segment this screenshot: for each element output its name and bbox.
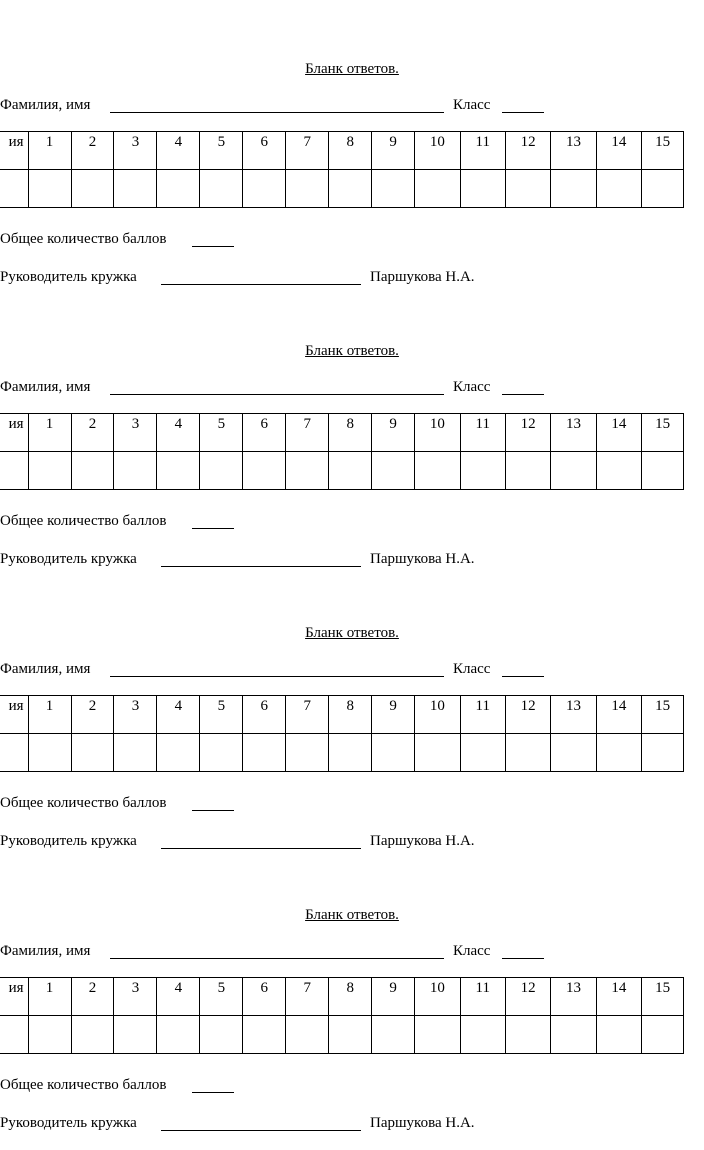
answer-cell-6[interactable] xyxy=(243,170,286,208)
question-number-8: 8 xyxy=(329,414,372,452)
question-number-1: 1 xyxy=(28,132,71,170)
answer-row-header xyxy=(0,170,28,208)
question-number-2: 2 xyxy=(71,696,114,734)
answer-cell-9[interactable] xyxy=(372,452,415,490)
question-number-13: 13 xyxy=(551,978,596,1016)
question-number-11: 11 xyxy=(460,414,505,452)
total-score-field[interactable] xyxy=(192,1092,234,1093)
answer-grid xyxy=(0,695,684,772)
answer-cell-11[interactable] xyxy=(460,734,505,772)
question-number-7: 7 xyxy=(286,696,329,734)
question-number-14: 14 xyxy=(596,414,641,452)
row-header-label: ия xyxy=(0,414,28,452)
question-number-6: 6 xyxy=(243,414,286,452)
answer-cell-13[interactable] xyxy=(551,734,596,772)
question-number-15: 15 xyxy=(642,696,684,734)
question-number-1: 1 xyxy=(28,414,71,452)
answer-row xyxy=(0,170,684,208)
answer-cell-8[interactable] xyxy=(329,452,372,490)
name-class-row xyxy=(0,942,704,962)
answer-cell-8[interactable] xyxy=(329,170,372,208)
answer-cell-4[interactable] xyxy=(157,734,200,772)
answer-cell-3[interactable] xyxy=(114,1016,157,1054)
total-score-row xyxy=(0,794,704,814)
answer-cell-2[interactable] xyxy=(71,170,114,208)
question-number-15: 15 xyxy=(642,414,684,452)
form-title: Бланк ответов. xyxy=(305,343,399,359)
question-number-12: 12 xyxy=(505,132,550,170)
answer-cell-14[interactable] xyxy=(596,734,641,772)
answer-grid xyxy=(0,131,684,208)
question-number-11: 11 xyxy=(460,132,505,170)
question-number-2: 2 xyxy=(71,978,114,1016)
answer-cell-4[interactable] xyxy=(157,170,200,208)
question-number-6: 6 xyxy=(243,696,286,734)
answer-row xyxy=(0,452,684,490)
name-field[interactable] xyxy=(110,394,444,395)
question-number-9: 9 xyxy=(372,132,415,170)
question-number-8: 8 xyxy=(329,978,372,1016)
answer-form xyxy=(0,0,704,285)
answer-cell-1[interactable] xyxy=(28,170,71,208)
question-number-2: 2 xyxy=(71,132,114,170)
answer-cell-12[interactable] xyxy=(505,734,550,772)
total-score-field[interactable] xyxy=(192,246,234,247)
answer-cell-12[interactable] xyxy=(505,170,550,208)
name-label: Фамилия, имя xyxy=(0,943,91,959)
answer-row xyxy=(0,1016,684,1054)
question-number-12: 12 xyxy=(505,696,550,734)
answer-cell-5[interactable] xyxy=(200,734,243,772)
question-number-8: 8 xyxy=(329,132,372,170)
question-number-13: 13 xyxy=(551,696,596,734)
total-score-row xyxy=(0,230,704,250)
question-number-4: 4 xyxy=(157,414,200,452)
question-number-11: 11 xyxy=(460,696,505,734)
question-number-15: 15 xyxy=(642,132,684,170)
class-label: Класс xyxy=(453,943,491,959)
answer-grid xyxy=(0,977,684,1054)
answer-cell-15[interactable] xyxy=(642,1016,684,1054)
leader-label: Руководитель кружка xyxy=(0,551,137,567)
question-number-9: 9 xyxy=(372,414,415,452)
question-number-12: 12 xyxy=(505,414,550,452)
answer-row-header xyxy=(0,1016,28,1054)
class-field[interactable] xyxy=(502,676,544,677)
leader-label: Руководитель кружка xyxy=(0,269,137,285)
question-number-4: 4 xyxy=(157,978,200,1016)
leader-name: Паршукова Н.А. xyxy=(370,551,475,567)
class-label: Класс xyxy=(453,661,491,677)
answer-cell-13[interactable] xyxy=(551,1016,596,1054)
total-score-label: Общее количество баллов xyxy=(0,795,167,811)
name-field[interactable] xyxy=(110,676,444,677)
question-number-6: 6 xyxy=(243,978,286,1016)
answer-cell-11[interactable] xyxy=(460,170,505,208)
question-number-1: 1 xyxy=(28,696,71,734)
answer-cell-9[interactable] xyxy=(372,734,415,772)
answer-cell-2[interactable] xyxy=(71,734,114,772)
question-number-5: 5 xyxy=(200,132,243,170)
answer-cell-5[interactable] xyxy=(200,170,243,208)
question-number-7: 7 xyxy=(286,132,329,170)
row-header-label: ия xyxy=(0,696,28,734)
name-label: Фамилия, имя xyxy=(0,97,91,113)
answer-cell-5[interactable] xyxy=(200,1016,243,1054)
class-field[interactable] xyxy=(502,958,544,959)
answer-cell-3[interactable] xyxy=(114,170,157,208)
answer-form xyxy=(0,564,704,849)
total-score-row xyxy=(0,1076,704,1096)
question-number-6: 6 xyxy=(243,132,286,170)
answer-cell-11[interactable] xyxy=(460,1016,505,1054)
answer-cell-13[interactable] xyxy=(551,170,596,208)
answer-cell-1[interactable] xyxy=(28,734,71,772)
answer-cell-15[interactable] xyxy=(642,170,684,208)
question-number-row xyxy=(0,132,684,170)
class-label: Класс xyxy=(453,379,491,395)
leader-name: Паршукова Н.А. xyxy=(370,833,475,849)
answer-cell-10[interactable] xyxy=(415,734,460,772)
question-number-row xyxy=(0,696,684,734)
answer-cell-4[interactable] xyxy=(157,1016,200,1054)
total-score-field[interactable] xyxy=(192,528,234,529)
answer-row-header xyxy=(0,734,28,772)
question-number-10: 10 xyxy=(415,132,460,170)
answer-cell-7[interactable] xyxy=(286,452,329,490)
answer-cell-10[interactable] xyxy=(415,1016,460,1054)
row-header-label: ия xyxy=(0,978,28,1016)
question-number-14: 14 xyxy=(596,132,641,170)
question-number-4: 4 xyxy=(157,132,200,170)
question-number-5: 5 xyxy=(200,978,243,1016)
total-score-label: Общее количество баллов xyxy=(0,1077,167,1093)
answer-cell-15[interactable] xyxy=(642,734,684,772)
question-number-3: 3 xyxy=(114,696,157,734)
question-number-9: 9 xyxy=(372,696,415,734)
name-field[interactable] xyxy=(110,958,444,959)
answer-cell-1[interactable] xyxy=(28,452,71,490)
question-number-13: 13 xyxy=(551,414,596,452)
answer-cell-12[interactable] xyxy=(505,452,550,490)
answer-cell-8[interactable] xyxy=(329,734,372,772)
answer-cell-3[interactable] xyxy=(114,452,157,490)
answer-cell-6[interactable] xyxy=(243,1016,286,1054)
question-number-14: 14 xyxy=(596,696,641,734)
class-field[interactable] xyxy=(502,112,544,113)
answer-form xyxy=(0,282,704,567)
answer-cell-11[interactable] xyxy=(460,452,505,490)
answer-cell-15[interactable] xyxy=(642,452,684,490)
question-number-11: 11 xyxy=(460,978,505,1016)
total-score-field[interactable] xyxy=(192,810,234,811)
question-number-10: 10 xyxy=(415,414,460,452)
name-field[interactable] xyxy=(110,112,444,113)
name-class-row xyxy=(0,660,704,680)
question-number-9: 9 xyxy=(372,978,415,1016)
question-number-3: 3 xyxy=(114,414,157,452)
total-score-label: Общее количество баллов xyxy=(0,231,167,247)
leader-name: Паршукова Н.А. xyxy=(370,1115,475,1131)
answer-cell-2[interactable] xyxy=(71,1016,114,1054)
leader-signature-field[interactable] xyxy=(161,1130,361,1131)
answer-cell-8[interactable] xyxy=(329,1016,372,1054)
form-title: Бланк ответов. xyxy=(305,625,399,641)
answer-cell-12[interactable] xyxy=(505,1016,550,1054)
question-number-12: 12 xyxy=(505,978,550,1016)
question-number-2: 2 xyxy=(71,414,114,452)
leader-label: Руководитель кружка xyxy=(0,1115,137,1131)
question-number-10: 10 xyxy=(415,696,460,734)
answer-cell-7[interactable] xyxy=(286,1016,329,1054)
answer-cell-14[interactable] xyxy=(596,1016,641,1054)
leader-label: Руководитель кружка xyxy=(0,833,137,849)
answer-form xyxy=(0,846,704,1131)
question-number-row xyxy=(0,414,684,452)
total-score-row xyxy=(0,512,704,532)
name-label: Фамилия, имя xyxy=(0,661,91,677)
answer-cell-14[interactable] xyxy=(596,452,641,490)
answer-cell-1[interactable] xyxy=(28,1016,71,1054)
answer-cell-6[interactable] xyxy=(243,734,286,772)
name-class-row xyxy=(0,378,704,398)
row-header-label: ия xyxy=(0,132,28,170)
question-number-10: 10 xyxy=(415,978,460,1016)
question-number-3: 3 xyxy=(114,132,157,170)
total-score-label: Общее количество баллов xyxy=(0,513,167,529)
answer-cell-4[interactable] xyxy=(157,452,200,490)
question-number-5: 5 xyxy=(200,696,243,734)
question-number-15: 15 xyxy=(642,978,684,1016)
question-number-7: 7 xyxy=(286,414,329,452)
answer-cell-5[interactable] xyxy=(200,452,243,490)
answer-row-header xyxy=(0,452,28,490)
leader-name: Паршукова Н.А. xyxy=(370,269,475,285)
class-field[interactable] xyxy=(502,394,544,395)
question-number-8: 8 xyxy=(329,696,372,734)
answer-cell-9[interactable] xyxy=(372,170,415,208)
class-label: Класс xyxy=(453,97,491,113)
answer-cell-9[interactable] xyxy=(372,1016,415,1054)
question-number-7: 7 xyxy=(286,978,329,1016)
name-label: Фамилия, имя xyxy=(0,379,91,395)
answer-cell-10[interactable] xyxy=(415,170,460,208)
answer-grid xyxy=(0,413,684,490)
question-number-3: 3 xyxy=(114,978,157,1016)
answer-cell-7[interactable] xyxy=(286,170,329,208)
question-number-row xyxy=(0,978,684,1016)
answer-cell-6[interactable] xyxy=(243,452,286,490)
form-title: Бланк ответов. xyxy=(305,61,399,77)
question-number-1: 1 xyxy=(28,978,71,1016)
question-number-13: 13 xyxy=(551,132,596,170)
leader-row xyxy=(0,1114,704,1134)
answer-cell-2[interactable] xyxy=(71,452,114,490)
form-title: Бланк ответов. xyxy=(305,907,399,923)
answer-cell-3[interactable] xyxy=(114,734,157,772)
answer-cell-10[interactable] xyxy=(415,452,460,490)
answer-cell-13[interactable] xyxy=(551,452,596,490)
answer-cell-14[interactable] xyxy=(596,170,641,208)
question-number-14: 14 xyxy=(596,978,641,1016)
answer-cell-7[interactable] xyxy=(286,734,329,772)
question-number-4: 4 xyxy=(157,696,200,734)
question-number-5: 5 xyxy=(200,414,243,452)
answer-row xyxy=(0,734,684,772)
name-class-row xyxy=(0,96,704,116)
